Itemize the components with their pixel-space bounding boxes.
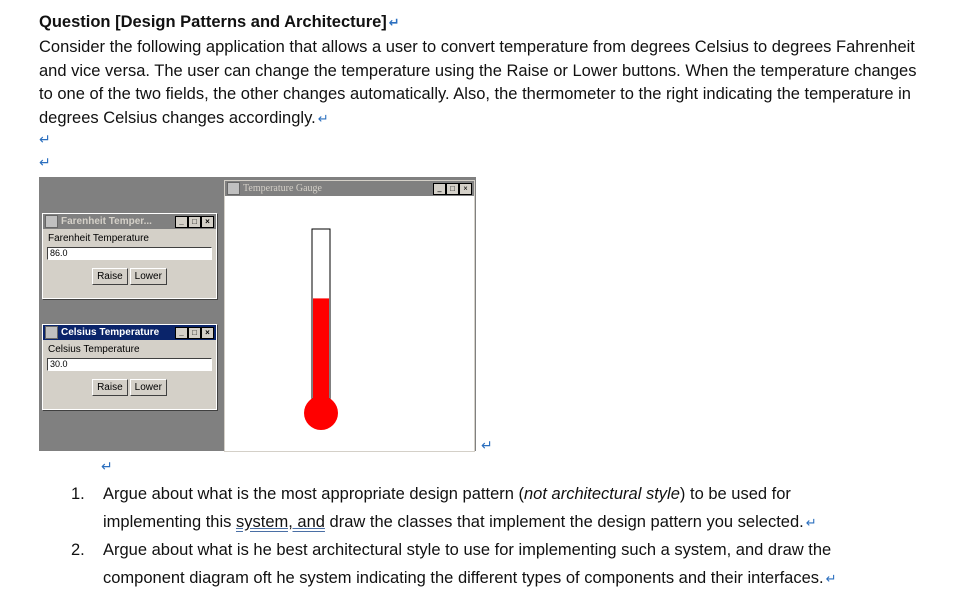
q1-text: ) to be used for — [679, 485, 791, 503]
fahrenheit-lower-button[interactable]: Lower — [130, 268, 167, 285]
question-title: Question [Design Patterns and Architecture] ↵ — [39, 13, 400, 31]
app-icon — [227, 182, 240, 195]
q1-continuation: implementing this system, and draw the classes that implement the design pattern you selected. ↵ — [103, 513, 817, 531]
close-button[interactable]: × — [459, 183, 472, 195]
maximize-button[interactable]: □ — [188, 327, 201, 339]
window-title: Temperature Gauge — [243, 183, 322, 194]
minimize-button[interactable]: _ — [433, 183, 446, 195]
question-item-1 — [71, 480, 931, 537]
gauge-window — [224, 180, 475, 452]
q1-text: draw the classes that implement the design pattern you selected. — [324, 513, 804, 531]
fahrenheit-raise-button[interactable]: Raise — [92, 268, 128, 285]
fahrenheit-label: Farenheit Temperature — [48, 233, 149, 244]
fahrenheit-window — [42, 213, 217, 299]
maximize-button[interactable]: □ — [188, 216, 201, 228]
fahrenheit-field[interactable]: 86.0 — [47, 247, 212, 260]
window-title: Farenheit Temper... — [61, 216, 152, 227]
thermometer-bulb — [304, 396, 338, 430]
minimize-button[interactable]: _ — [175, 216, 188, 228]
q1-text: implementing this — [103, 513, 236, 531]
thermometer-mercury — [313, 298, 329, 401]
q2-text: Argue about what is he best architectural style to use for implementing such a system, and draw the — [103, 541, 832, 559]
window-title: Celsius Temperature — [61, 327, 160, 338]
q2-text: component diagram oft he system indicating the different types of components and their interfaces. — [103, 569, 824, 587]
close-button[interactable]: × — [201, 327, 214, 339]
fahrenheit-title-bar[interactable] — [43, 214, 216, 229]
celsius-field[interactable]: 30.0 — [47, 358, 212, 371]
celsius-title-bar[interactable] — [43, 325, 216, 340]
minimize-button[interactable]: _ — [175, 327, 188, 339]
paragraph-mark: ↵ — [481, 437, 493, 453]
gauge-title-bar[interactable] — [225, 181, 474, 196]
list-number: 2. — [71, 541, 85, 559]
close-button[interactable]: × — [201, 216, 214, 228]
app-icon — [45, 326, 58, 339]
application-screenshot — [39, 177, 476, 451]
paragraph-mark: ↵ — [39, 131, 51, 147]
q2-continuation: component diagram oft he system indicating the different types of components and their interfaces. ↵ — [103, 569, 837, 587]
paragraph-mark: ↵ — [39, 154, 51, 170]
grammar-flag: system, and — [235, 513, 325, 531]
celsius-label: Celsius Temperature — [48, 344, 140, 355]
celsius-raise-button[interactable]: Raise — [92, 379, 128, 396]
paragraph-mark: ↵ — [101, 458, 113, 474]
maximize-button[interactable]: □ — [446, 183, 459, 195]
celsius-window — [42, 324, 217, 410]
list-number: 1. — [71, 485, 85, 503]
question-paragraph: Consider the following application that allows a user to convert temperature from degrees Celsius to degrees Fahrenheit and vice versa. The user can change the temperature using the Raise or Lower buttons. When the temperature changes to one of the two fields, the other changes automatically. Also, the thermometer to the right indicating the temperature in degrees Celsius changes accordingly. ↵ — [39, 38, 917, 127]
app-icon — [45, 215, 58, 228]
thermometer — [285, 211, 365, 441]
question-item-2 — [71, 536, 931, 593]
q1-text: Argue about what is the most appropriate design pattern ( — [103, 485, 524, 503]
q1-emphasis: not architectural style — [524, 485, 680, 503]
celsius-lower-button[interactable]: Lower — [130, 379, 167, 396]
